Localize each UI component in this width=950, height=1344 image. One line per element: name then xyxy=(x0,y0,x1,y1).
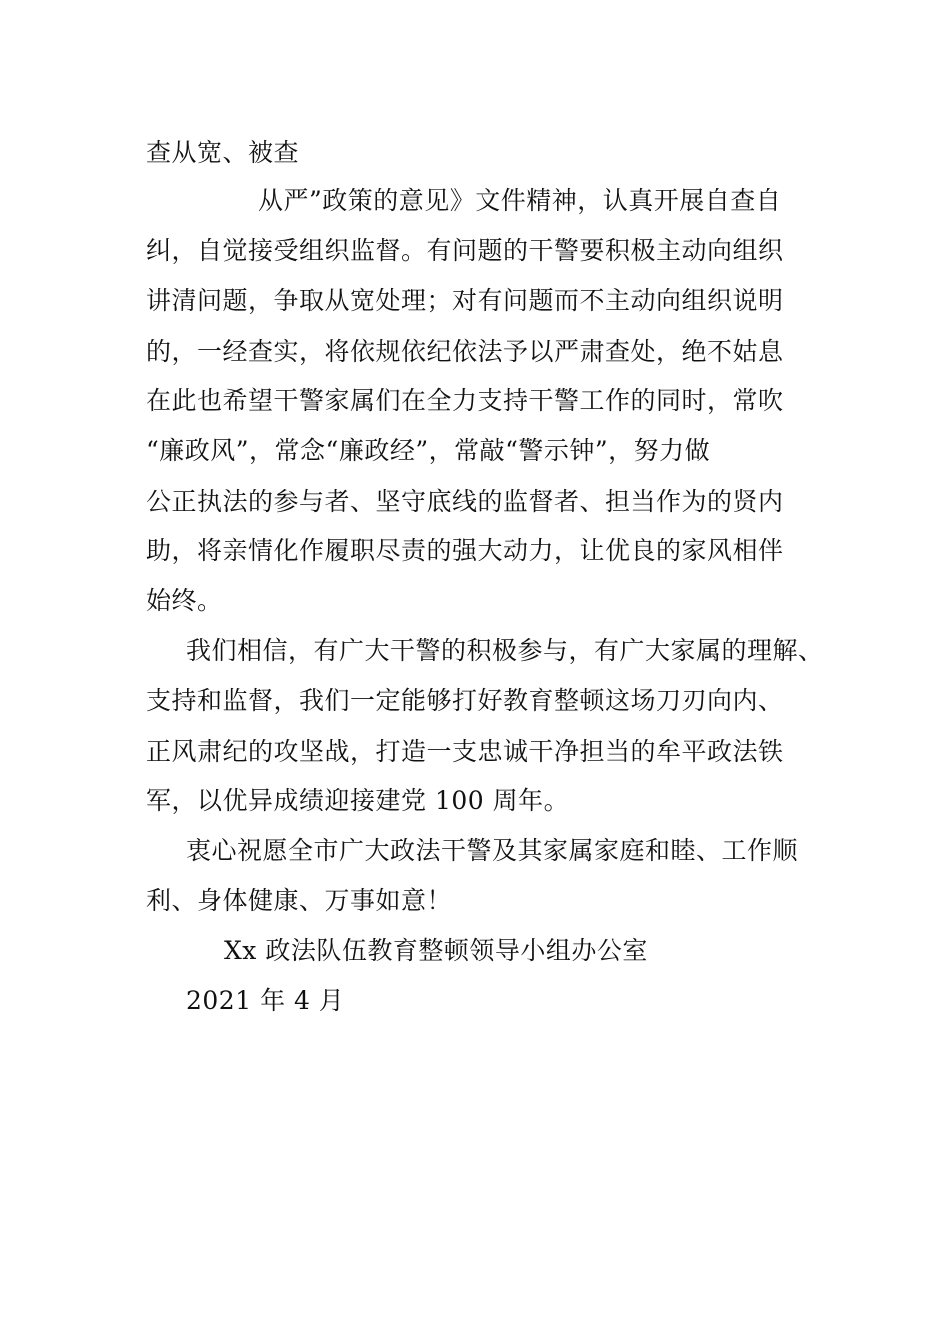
text-line: 讲清问题，争取从宽处理；对有问题而不主动向组织说明 xyxy=(146,286,784,315)
text-line: 助，将亲情化作履职尽责的强大动力，让优良的家风相伴 xyxy=(146,536,784,565)
signature-organization: Xx 政法队伍教育整顿领导小组办公室 xyxy=(224,936,648,965)
text-line: 利、身体健康、万事如意！ xyxy=(146,886,453,915)
text-line: 纠，自觉接受组织监督。有问题的干警要积极主动向组织 xyxy=(146,236,784,265)
text-line: 支持和监督，我们一定能够打好教育整顿这场刀刃向内、 xyxy=(146,686,784,715)
text-line: 始终。 xyxy=(146,586,223,615)
text-line: “廉政风”，常念“廉政经”，常敲“警示钟”，努力做 xyxy=(146,436,711,465)
text-line: 衷心祝愿全市广大政法干警及其家属家庭和睦、工作顺 xyxy=(186,836,799,865)
signature-date: 2021 年 4 月 xyxy=(186,986,345,1015)
text-line: 查从宽、被查 xyxy=(146,138,300,167)
text-line: 从严”政策的意见》文件精神，认真开展自查自 xyxy=(258,186,782,215)
text-line: 公正执法的参与者、坚守底线的监督者、担当作为的贤内 xyxy=(146,487,784,516)
text-line: 正风肃纪的攻坚战，打造一支忠诚干净担当的牟平政法铁 xyxy=(146,737,784,766)
text-line: 在此也希望干警家属们在全力支持干警工作的同时，常吹 xyxy=(146,386,784,415)
text-line: 我们相信，有广大干警的积极参与，有广大家属的理解、 xyxy=(186,636,824,665)
text-line: 军，以优异成绩迎接建党 100 周年。 xyxy=(146,786,570,815)
text-line: 的，一经查实，将依规依纪依法予以严肃查处，绝不姑息 xyxy=(146,337,784,366)
